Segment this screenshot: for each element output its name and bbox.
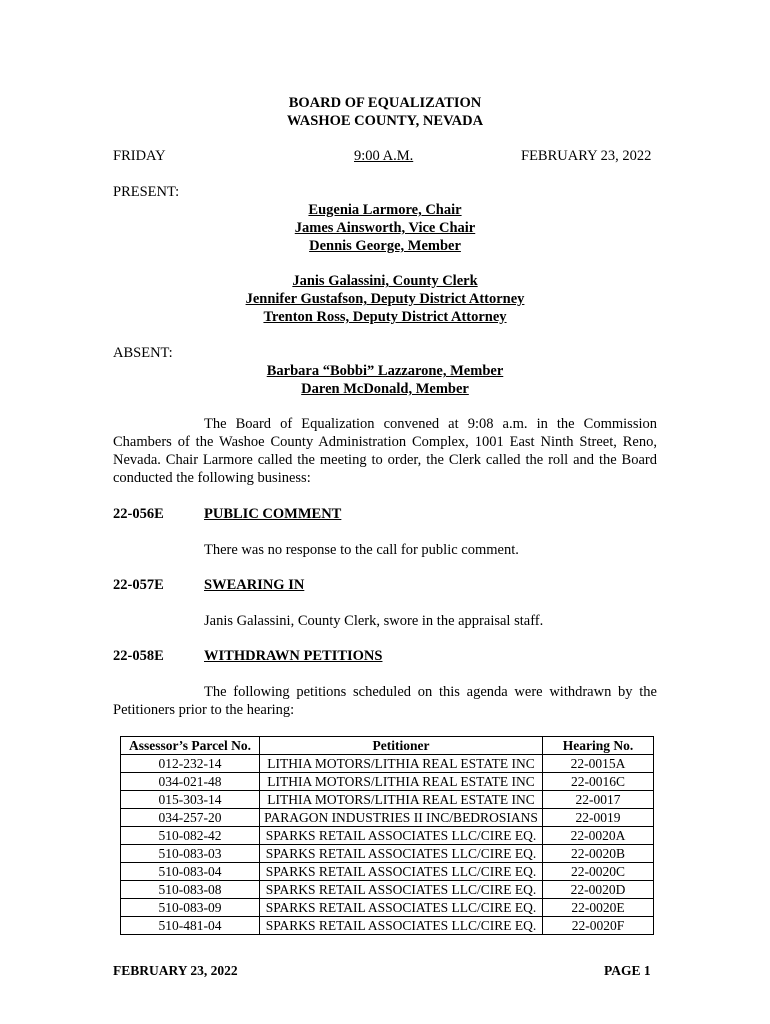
column-header-parcel: Assessor’s Parcel No. [121, 737, 260, 755]
petitioner-cell: SPARKS RETAIL ASSOCIATES LLC/CIRE EQ. [260, 845, 543, 863]
present-member: Dennis George, Member [309, 238, 461, 254]
parcel-cell: 034-257-20 [121, 809, 260, 827]
present-staff: Janis Galassini, County Clerk [292, 273, 478, 289]
footer-page-number: PAGE 1 [604, 963, 651, 978]
parcel-cell: 510-083-09 [121, 899, 260, 917]
parcel-cell: 012-232-14 [121, 755, 260, 773]
table-row [121, 791, 654, 809]
parcel-cell: 510-083-03 [121, 845, 260, 863]
petitioner-cell: PARAGON INDUSTRIES II INC/BEDROSIANS [260, 809, 543, 827]
hearing-cell: 22-0016C [543, 773, 654, 791]
document-title-line1: BOARD OF EQUALIZATION [288, 95, 482, 111]
petitioner-cell: SPARKS RETAIL ASSOCIATES LLC/CIRE EQ. [260, 827, 543, 845]
table-row [121, 773, 654, 791]
hearing-cell: 22-0020B [543, 845, 654, 863]
petitioner-cell: LITHIA MOTORS/LITHIA REAL ESTATE INC [260, 791, 543, 809]
hearing-cell: 22-0015A [543, 755, 654, 773]
hearing-cell: 22-0017 [543, 791, 654, 809]
petitioner-cell: LITHIA MOTORS/LITHIA REAL ESTATE INC [260, 755, 543, 773]
table-row [121, 755, 654, 773]
meeting-time: 9:00 A.M. [354, 148, 414, 164]
hearing-cell: 22-0020F [543, 917, 654, 935]
document-title-line2: WASHOE COUNTY, NEVADA [286, 113, 484, 129]
hearing-cell: 22-0020C [543, 863, 654, 881]
petitioner-cell: SPARKS RETAIL ASSOCIATES LLC/CIRE EQ. [260, 863, 543, 881]
parcel-cell: 015-303-14 [121, 791, 260, 809]
table-row [121, 881, 654, 899]
hearing-cell: 22-0020D [543, 881, 654, 899]
table-row [121, 827, 654, 845]
petitioner-cell: SPARKS RETAIL ASSOCIATES LLC/CIRE EQ. [260, 881, 543, 899]
petitioner-cell: LITHIA MOTORS/LITHIA REAL ESTATE INC [260, 773, 543, 791]
present-staff: Jennifer Gustafson, Deputy District Attorney [245, 291, 525, 307]
item-body: The following petitions scheduled on this agenda were withdrawn by the Petitioners prior to the hearing: [113, 684, 657, 718]
item-title: SWEARING IN [204, 577, 305, 593]
parcel-cell: 510-082-42 [121, 827, 260, 845]
absent-member: Daren McDonald, Member [301, 381, 469, 397]
present-member: Eugenia Larmore, Chair [308, 202, 462, 218]
parcel-cell: 510-083-04 [121, 863, 260, 881]
item-body: Janis Galassini, County Clerk, swore in the appraisal staff. [204, 613, 544, 629]
table-header-row [121, 737, 654, 755]
hearing-cell: 22-0020E [543, 899, 654, 917]
item-title: PUBLIC COMMENT [204, 506, 342, 522]
parcel-cell: 510-083-08 [121, 881, 260, 899]
table-row [121, 917, 654, 935]
present-label: PRESENT: [113, 184, 180, 200]
present-member: James Ainsworth, Vice Chair [294, 220, 476, 236]
hearing-cell: 22-0020A [543, 827, 654, 845]
column-header-petitioner: Petitioner [260, 737, 543, 755]
present-staff: Trenton Ross, Deputy District Attorney [263, 309, 507, 325]
meeting-date: FEBRUARY 23, 2022 [521, 148, 652, 164]
parcel-cell: 510-481-04 [121, 917, 260, 935]
table-row [121, 899, 654, 917]
item-number: 22-056E [113, 506, 164, 522]
item-number: 22-058E [113, 648, 164, 664]
item-number: 22-057E [113, 577, 164, 593]
footer-date: FEBRUARY 23, 2022 [113, 963, 238, 978]
column-header-hearing: Hearing No. [543, 737, 654, 755]
absent-label: ABSENT: [113, 345, 173, 361]
table-row [121, 809, 654, 827]
table-row [121, 845, 654, 863]
absent-member: Barbara “Bobbi” Lazzarone, Member [266, 363, 504, 379]
item-title: WITHDRAWN PETITIONS [204, 648, 383, 664]
intro-paragraph: The Board of Equalization convened at 9:08 a.m. in the Commission Chambers of the Washoe County Administration Complex, 1001 East Ninth Street, Reno, Nevada. Chair Larmore called the meeting to order, the Clerk called the roll and the Board conducted the following business: [113, 416, 657, 486]
parcel-cell: 034-021-48 [121, 773, 260, 791]
hearing-cell: 22-0019 [543, 809, 654, 827]
petitioner-cell: SPARKS RETAIL ASSOCIATES LLC/CIRE EQ. [260, 917, 543, 935]
meeting-day: FRIDAY [113, 148, 166, 164]
item-body: There was no response to the call for public comment. [204, 542, 519, 558]
petitioner-cell: SPARKS RETAIL ASSOCIATES LLC/CIRE EQ. [260, 899, 543, 917]
withdrawn-petitions-table [120, 736, 654, 935]
table-row [121, 863, 654, 881]
